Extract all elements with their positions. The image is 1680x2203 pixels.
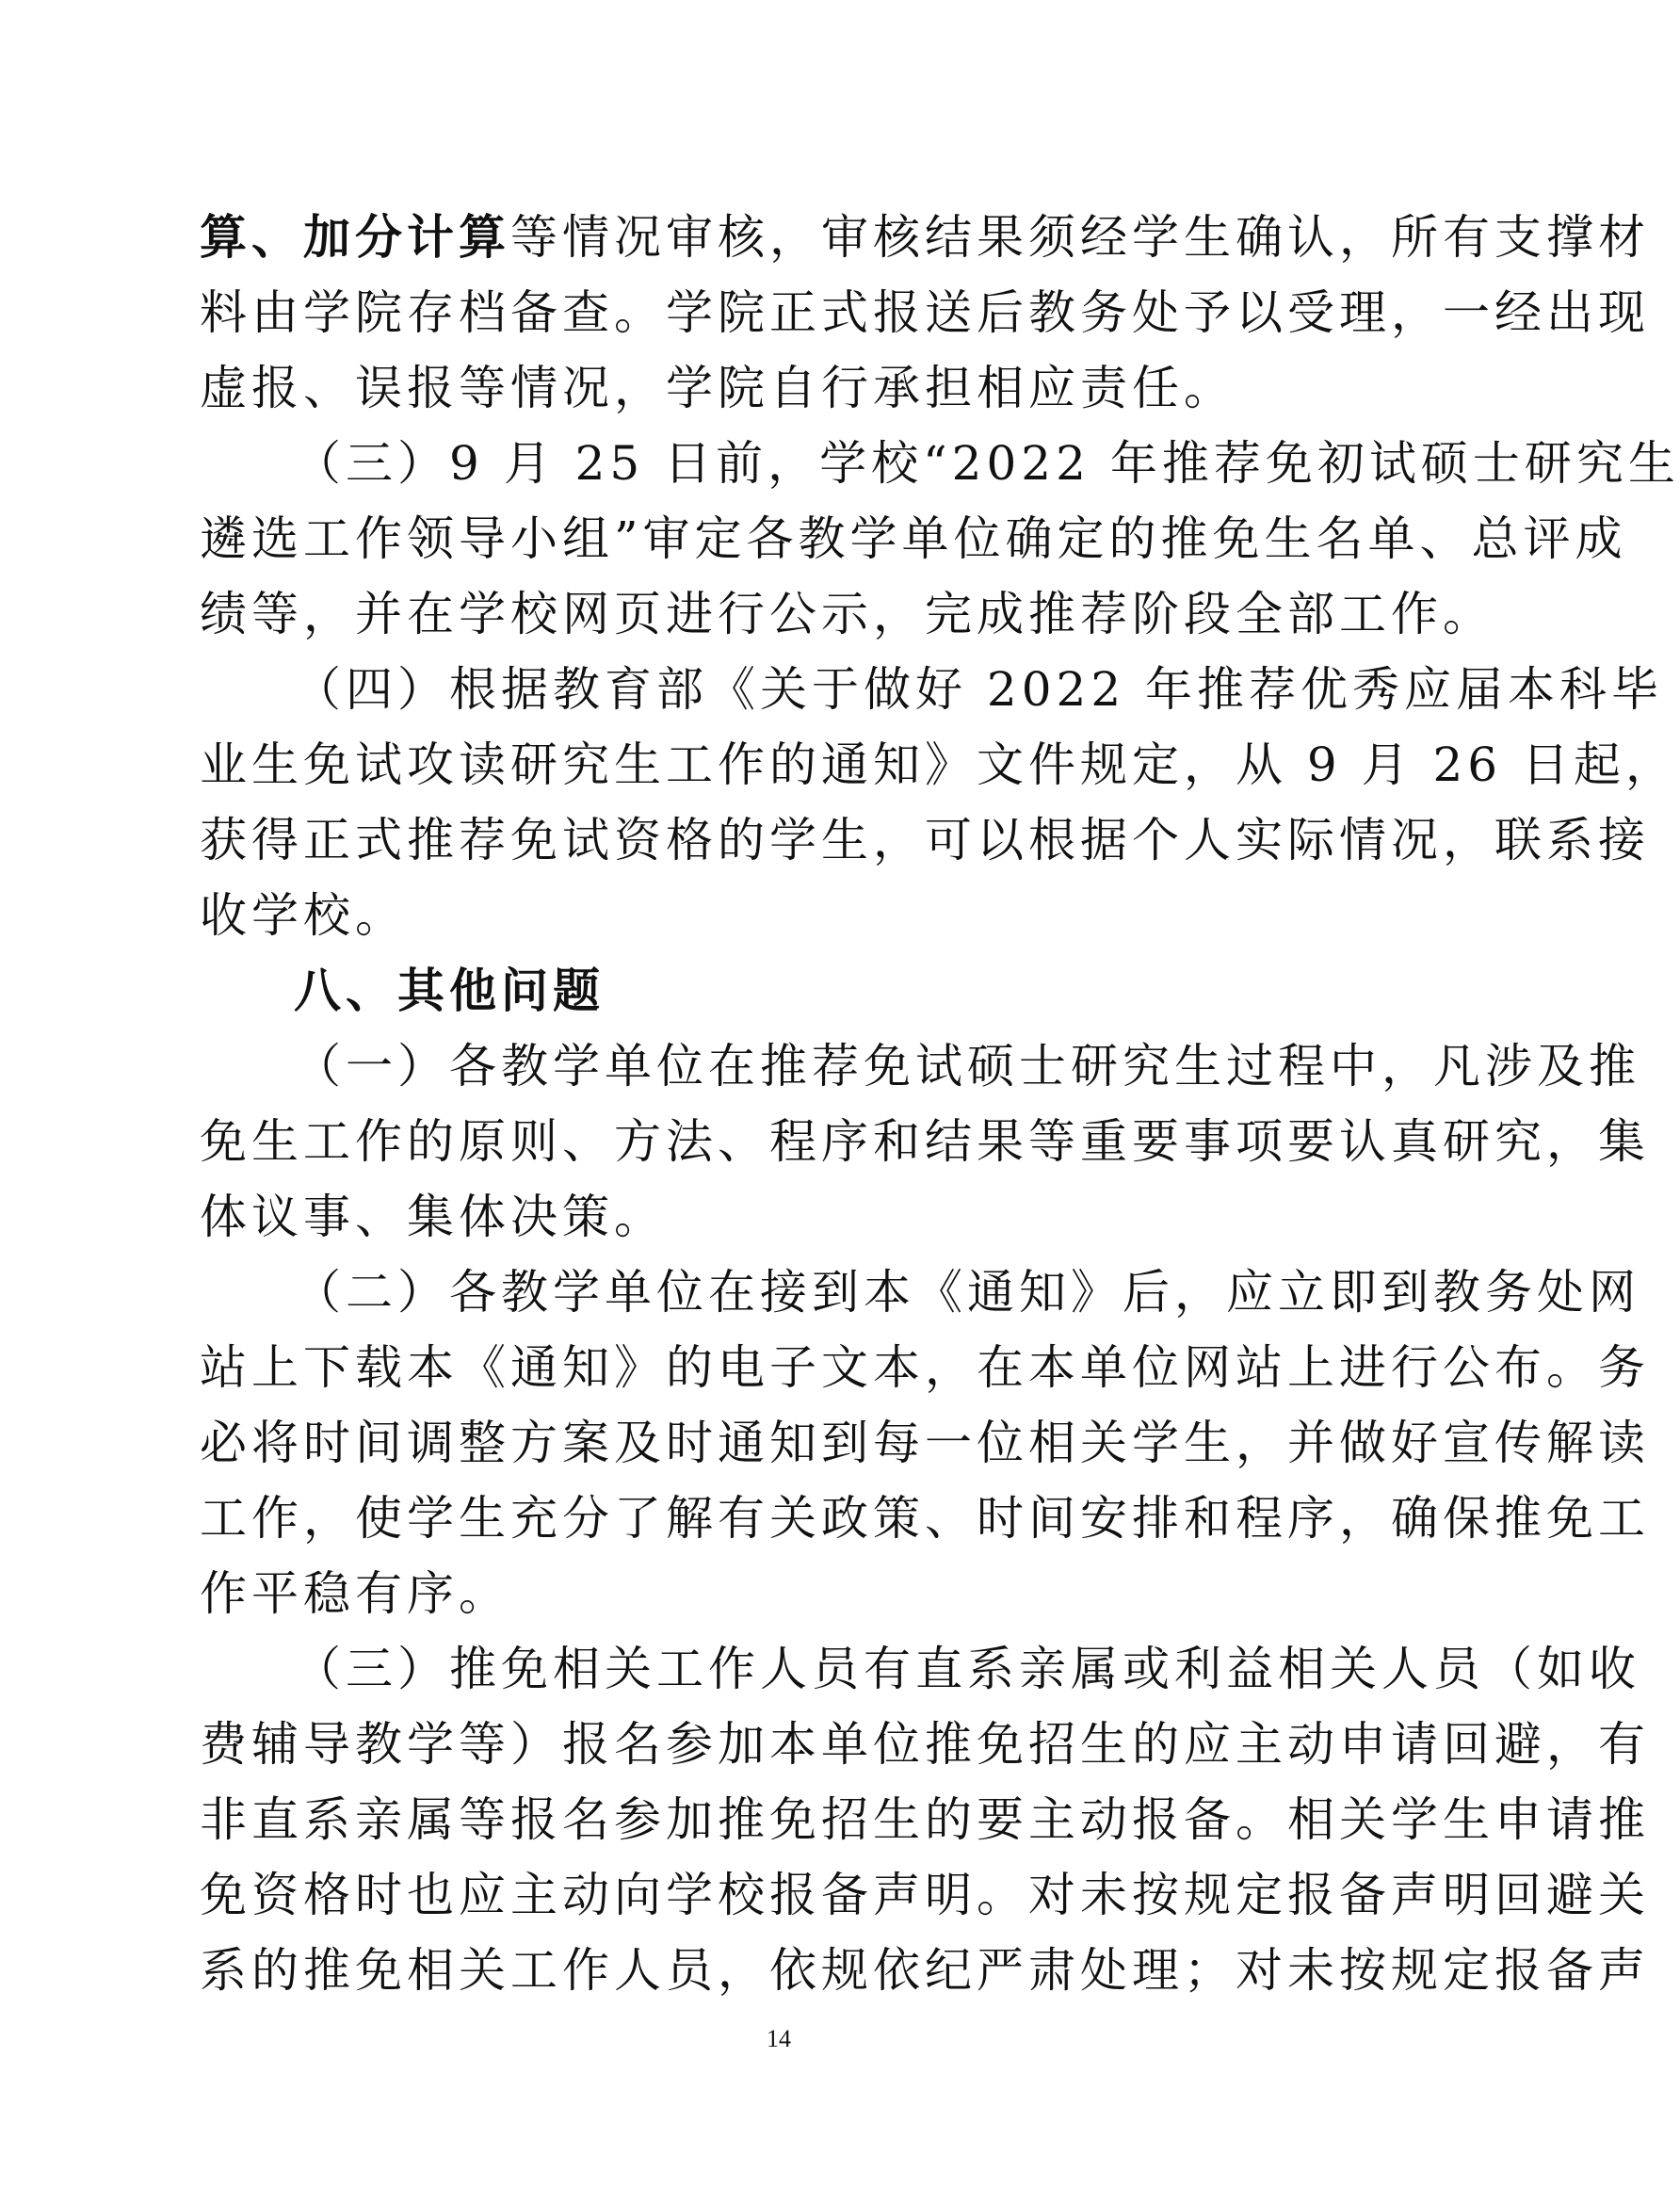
paragraph-line [200, 200, 1650, 275]
paragraph-line: 料由学院存档备查。学院正式报送后教务处予以受理，一经出现 [200, 285, 1650, 340]
paragraph-line: 虚报、误报等情况，学院自行承担相应责任。 [200, 361, 1236, 415]
paragraph-line: 免生工作的原则、方法、程序和结果等重要事项要认真研究，集 [200, 1114, 1650, 1169]
paragraph-line: 站上下载本《通知》的电子文本，在本单位网站上进行公布。务 [200, 1340, 1650, 1395]
paragraph-first-line: （三）9 月 25 日前，学校“2022 年推荐免初试硕士研究生 [294, 436, 1680, 491]
paragraph-first-line: （一）各教学单位在推荐免试硕士研究生过程中，凡涉及推 [294, 1039, 1640, 1093]
paragraph-line: 作平稳有序。 [200, 1566, 510, 1621]
line-text: 等情况审核，审核结果须经学生确认，所有支撑材 [510, 210, 1650, 265]
page-number: 14 [767, 2025, 791, 2052]
paragraph-line: 体议事、集体决策。 [200, 1190, 666, 1244]
paragraph-line: 费辅导教学等）报名参加本单位推免招生的应主动申请回避，有 [200, 1717, 1650, 1772]
paragraph-line: 工作，使学生充分了解有关政策、时间安排和程序，确保推免工 [200, 1491, 1650, 1546]
paragraph-line: 获得正式推荐免试资格的学生，可以根据个人实际情况，联系接 [200, 813, 1650, 867]
paragraph-line: 遴选工作领导小组”审定各教学单位确定的推免生名单、总评成 [200, 511, 1627, 566]
paragraph-first-line: （二）各教学单位在接到本《通知》后，应立即到教务处网 [294, 1265, 1640, 1320]
paragraph-line: 非直系亲属等报名参加推免招生的要主动报备。相关学生申请推 [200, 1792, 1650, 1847]
paragraph-line: 业生免试攻读研究生工作的通知》文件规定，从 9 月 26 日起， [200, 737, 1678, 792]
paragraph-line: 免资格时也应主动向学校报备声明。对未按规定报备声明回避关 [200, 1868, 1650, 1922]
paragraph-line: 系的推免相关工作人员，依规依纪严肃处理；对未按规定报备声 [200, 1943, 1650, 1998]
paragraph-first-line: （三）推免相关工作人员有直系亲属或利益相关人员（如收 [294, 1642, 1640, 1696]
paragraph-line: 必将时间调整方案及时通知到每一位相关学生，并做好宣传解读 [200, 1416, 1650, 1470]
paragraph-line: 绩等，并在学校网页进行公示，完成推荐阶段全部工作。 [200, 587, 1494, 641]
paragraph-line: 收学校。 [200, 888, 407, 943]
paragraph-first-line: （四）根据教育部《关于做好 2022 年推荐优秀应届本科毕 [294, 662, 1664, 717]
bold-text: 算、加分计算 [200, 210, 510, 265]
section-heading: 八、其他问题 [294, 964, 605, 1018]
